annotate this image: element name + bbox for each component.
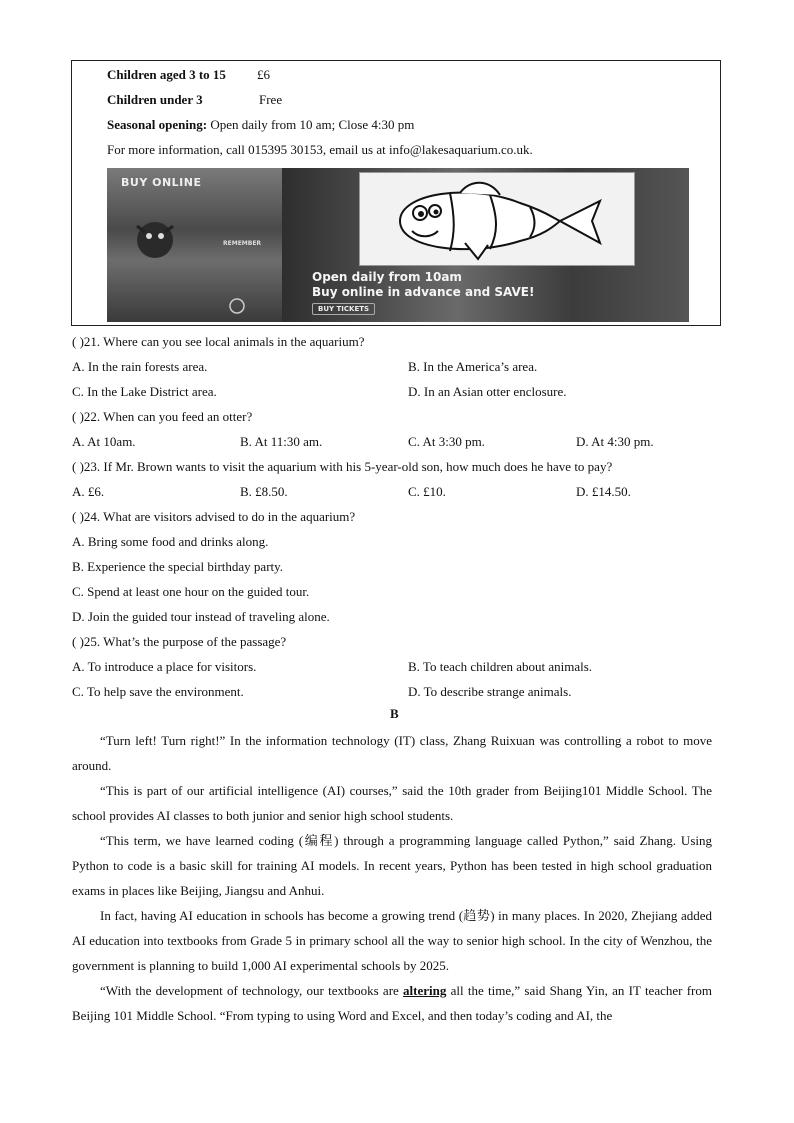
vocab-word-altering: altering <box>403 983 447 998</box>
open-line-2: Buy online in advance and SAVE! <box>312 285 535 299</box>
q22-option-c: C. At 3:30 pm. <box>408 434 485 449</box>
mascot-icon <box>127 216 187 266</box>
q25-option-b: B. To teach children about animals. <box>408 659 593 674</box>
q22-option-b: B. At 11:30 am. <box>240 434 323 449</box>
q24-option-d: D. Join the guided tour instead of traveling alone. <box>72 609 330 624</box>
price-label-3-15: Children aged 3 to 15 <box>107 67 226 82</box>
badge-icon <box>227 296 247 316</box>
passage-paragraph-5 <box>72 978 712 1028</box>
question-23: ( )23. If Mr. Brown wants to visit the aquarium with his 5-year-old son, how much does he have to pay? <box>72 459 613 474</box>
seasonal-label: Seasonal opening: <box>107 117 208 132</box>
q24-option-b: B. Experience the special birthday party. <box>72 559 284 574</box>
q24-option-c: C. Spend at least one hour on the guided tour. <box>72 584 310 599</box>
clownfish-illustration <box>359 172 635 266</box>
q23-option-b: B. £8.50. <box>240 484 288 499</box>
question-25: ( )25. What’s the purpose of the passage? <box>72 634 287 649</box>
q25-option-c: C. To help save the environment. <box>72 684 244 699</box>
question-22: ( )22. When can you feed an otter? <box>72 409 253 424</box>
banner-left-panel <box>107 168 282 322</box>
passage-paragraph-2: “This is part of our artificial intelligence (AI) courses,” said the 10th grader from Beijing101 Middle School. The school provides AI classes to both junior and senior high school students. <box>72 783 712 823</box>
p5-text-b: all the time,” said Shang Yin, an IT teacher from Beijing 101 Middle School. “From typing to using Word and Excel, and then today’s coding and AI, the <box>72 983 712 1023</box>
price-value-3-15: £6 <box>257 67 270 82</box>
question-21: ( )21. Where can you see local animals in the aquarium? <box>72 334 365 349</box>
buy-tickets-button[interactable]: BUY TICKETS <box>312 303 375 315</box>
open-daily-text <box>312 270 534 300</box>
q21-option-c: C. In the Lake District area. <box>72 384 217 399</box>
seasonal-text: Open daily from 10 am; Close 4:30 pm <box>207 117 415 132</box>
passage-paragraph-3: “This term, we have learned coding (编程) through a programming language called Python,” said Zhang. Using Python to code is a basic skill for training AI models. In recent years, Python has been tested in high school graduation exams in places like Beijing, Jiangsu and Anhui. <box>72 833 712 898</box>
passage-paragraph-4: In fact, having AI education in schools has become a growing trend (趋势) in many places. In 2020, Zhejiang added AI education into textbooks from Grade 5 in primary school all the way to senior high school. In the city of Wenzhou, the government is planning to build 1,000 AI experimental schools by 2025. <box>72 908 712 973</box>
q22-option-a: A. At 10am. <box>72 434 136 449</box>
buy-online-label: BUY ONLINE <box>121 176 202 189</box>
aquarium-info-box <box>71 60 721 326</box>
contact-info: For more information, call 015395 30153, email us at info@lakesaquarium.co.uk. <box>107 142 533 157</box>
q21-option-a: A. In the rain forests area. <box>72 359 208 374</box>
q23-option-c: C. £10. <box>408 484 446 499</box>
q23-option-a: A. £6. <box>72 484 105 499</box>
q24-option-a: A. Bring some food and drinks along. <box>72 534 269 549</box>
p5-text-a: “With the development of technology, our textbooks are <box>100 983 404 998</box>
q21-option-b: B. In the America’s area. <box>408 359 538 374</box>
seasonal-opening <box>107 117 414 133</box>
promo-banner <box>107 168 689 322</box>
question-24: ( )24. What are visitors advised to do in the aquarium? <box>72 509 356 524</box>
section-b-heading: B <box>390 706 399 721</box>
clownfish-icon <box>360 173 634 265</box>
price-label-under3: Children under 3 <box>107 92 203 107</box>
q21-option-d: D. In an Asian otter enclosure. <box>408 384 567 399</box>
q22-option-d: D. At 4:30 pm. <box>576 434 654 449</box>
price-value-under3: Free <box>259 92 283 107</box>
q25-option-a: A. To introduce a place for visitors. <box>72 659 257 674</box>
q25-option-d: D. To describe strange animals. <box>408 684 572 699</box>
q23-option-d: D. £14.50. <box>576 484 631 499</box>
open-line-1: Open daily from 10am <box>312 270 462 284</box>
passage-paragraph-1: “Turn left! Turn right!” In the information technology (IT) class, Zhang Ruixuan was controlling a robot to move around. <box>72 733 712 773</box>
remember-label: REMEMBER <box>223 240 262 247</box>
